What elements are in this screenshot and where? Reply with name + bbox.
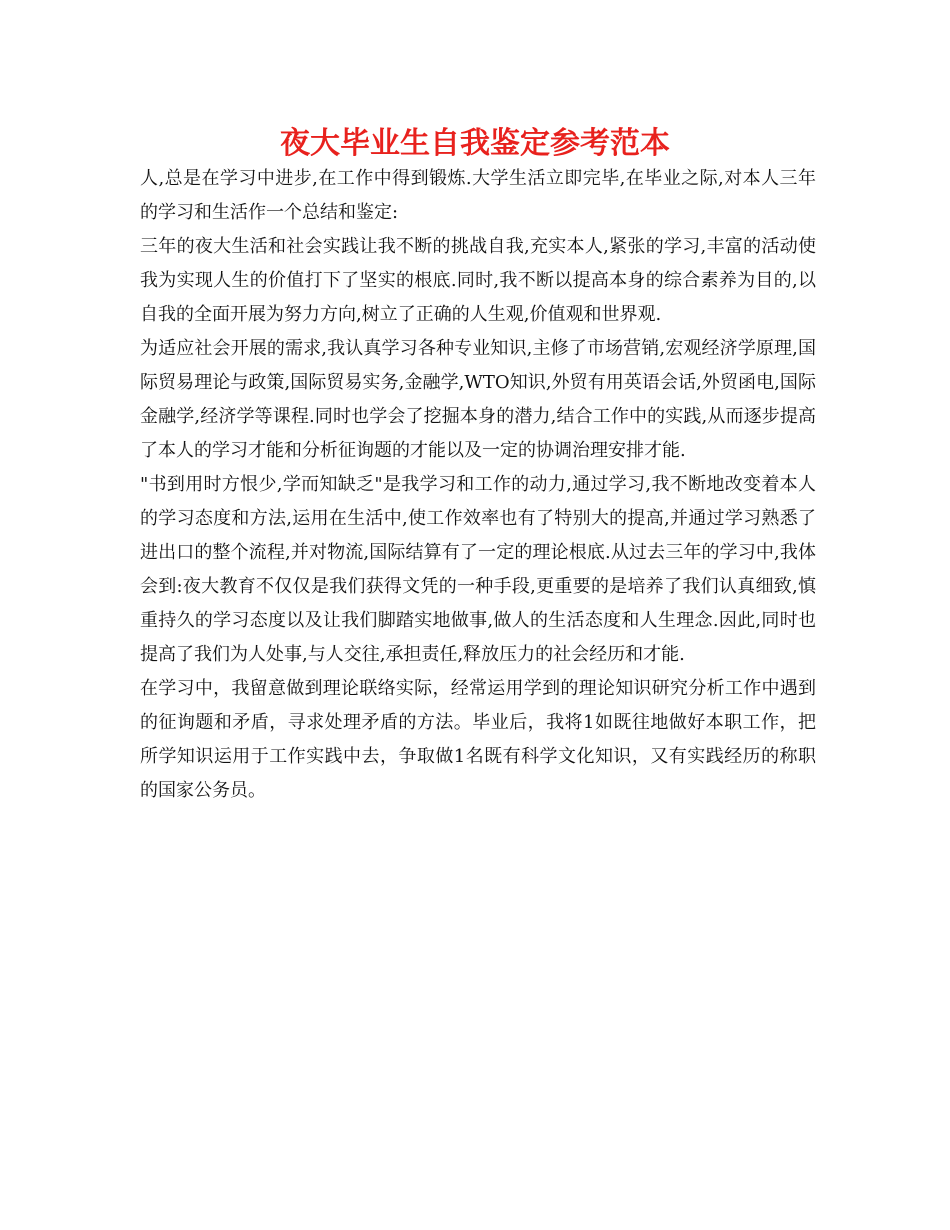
document-title: 夜大毕业生自我鉴定参考范本 bbox=[280, 126, 670, 161]
paragraph-study: 为适应社会开展的需求,我认真学习各种专业知识,主修了市场营销,宏观经济学原理,国际贸易理论与政策,国际贸易实务,金融学,WTO知识,外贸有用英语会话,外贸函电,国际金融学,经济学等课程.同时也学会了挖掘本身的潜力,结合工作中的实践,从而逐步提高了本人的学习才能和分析征询题的才能以及一定的协调治理安排才能. bbox=[140, 338, 816, 461]
paragraph-motivation: "书到用时方恨少,学而知缺乏"是我学习和工作的动力,通过学习,我不断地改变着本人的学习态度和方法,运用在生活中,使工作效率也有了特别大的提高,并通过学习熟悉了进出口的整个流程,并对物流,国际结算有了一定的理论根底.从过去三年的学习中,我体会到:夜大教育不仅仅是我们获得文凭的一种手段,更重要的是培养了我们认真细致,慎重持久的学习态度以及让我们脚踏实地做事,做人的生活态度和人生理念.因此,同时也提高了我们为人处事,与人交往,承担责任,释放压力的社会经历和才能. bbox=[140, 474, 816, 665]
paragraph-practice: 在学习中，我留意做到理论联络实际，经常运用学到的理论知识研究分析工作中遇到的征询题和矛盾，寻求处理矛盾的方法。毕业后，我将1如既往地做好本职工作，把所学知识运用于工作实践中去，争取做1名既有科学文化知识，又有实践经历的称职的国家公务员。 bbox=[140, 678, 816, 801]
document-body bbox=[140, 162, 816, 808]
paragraph-life: 三年的夜大生活和社会实践让我不断的挑战自我,充实本人,紧张的学习,丰富的活动使我为实现人生的价值打下了坚实的根底.同时,我不断以提高本身的综合素养为目的,以自我的全面开展为努力方向,树立了正确的人生观,价值观和世界观. bbox=[140, 236, 816, 325]
paragraph-intro: 人,总是在学习中进步,在工作中得到锻炼.大学生活立即完毕,在毕业之际,对本人三年的学习和生活作一个总结和鉴定: bbox=[140, 168, 816, 223]
